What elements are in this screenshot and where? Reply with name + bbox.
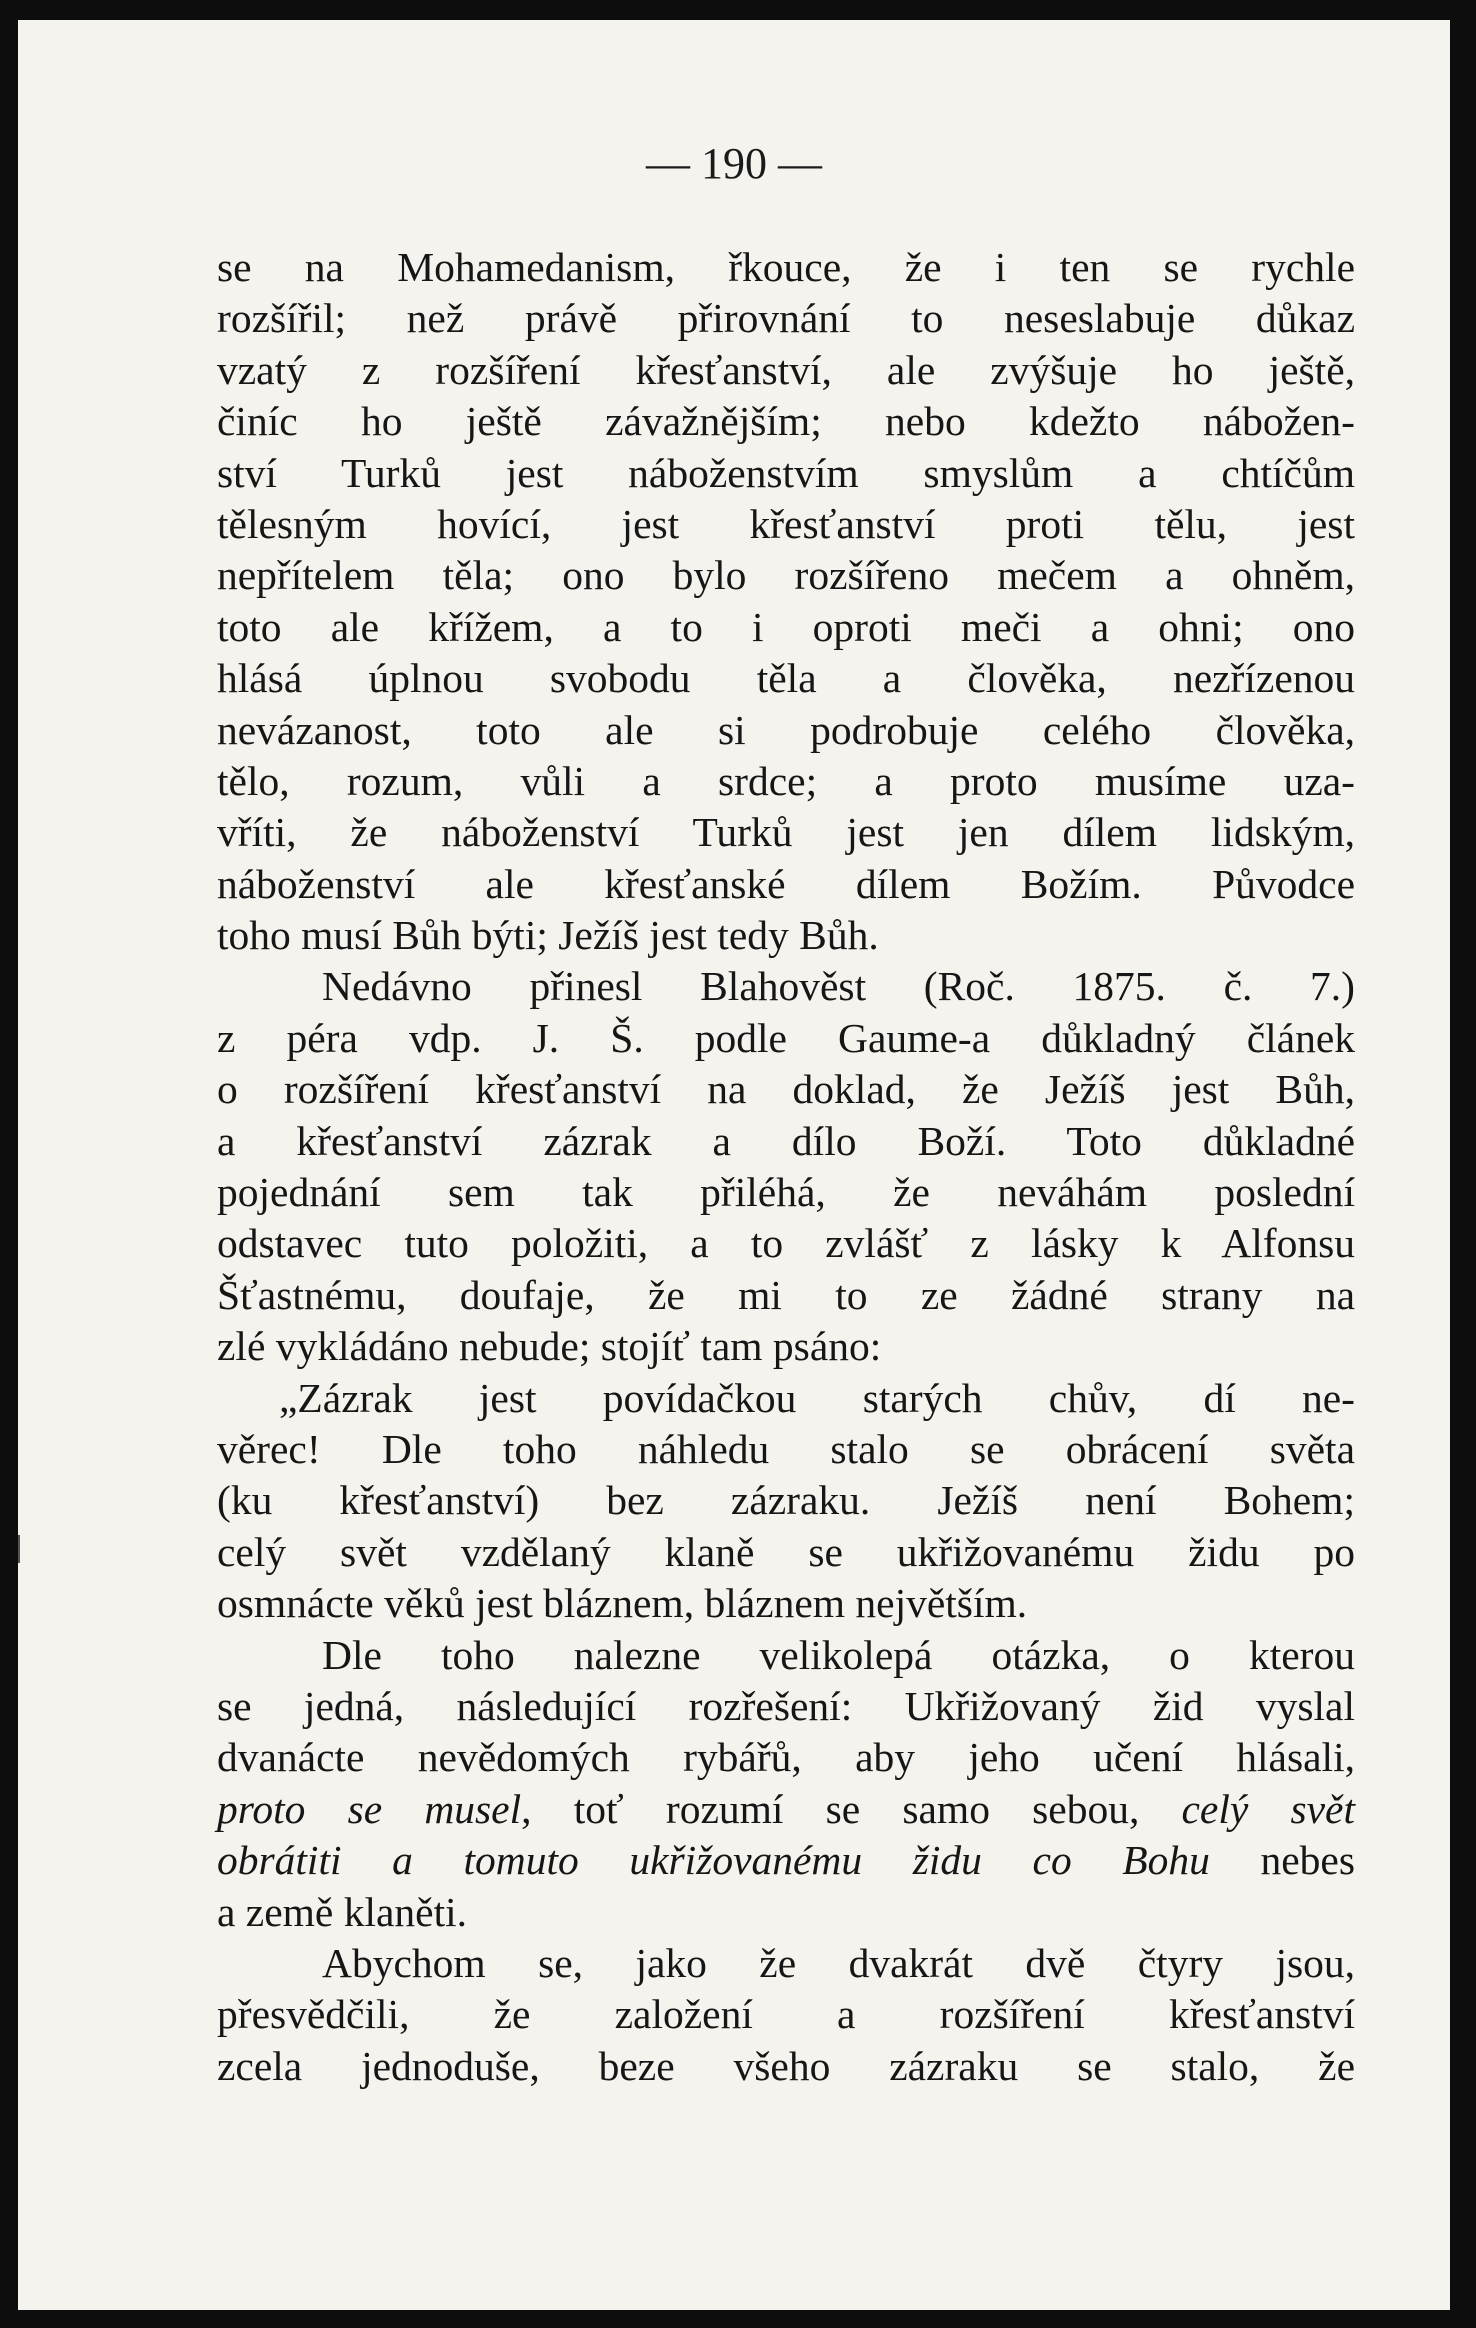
body-text [217,242,1355,2092]
text-line: a země klaněti. [217,1888,468,1935]
text-line: odstavec tuto položiti, a to zvlášť z lásky k Alfonsu [217,1220,1355,1267]
text-line: zcela jednoduše, beze všeho zázraku se stalo, že [217,2042,1355,2089]
text-line: nepřítelem těla; ono bylo rozšířeno mečem a ohněm, [217,552,1355,599]
text-line: vzatý z rozšíření křesťanství, ale zvýšuje ho ještě, [217,346,1355,393]
text-line: přesvědčili, že založení a rozšíření křesťanství [217,1991,1355,2038]
text-line [217,1835,1355,1886]
text-line [217,1784,1355,1835]
italic-segment: obrátiti a tomuto ukřižovanému židu co Bohu [217,1837,1210,1884]
italic-segment: proto se musel [217,1785,522,1832]
italic-segment: celý svět [1181,1785,1356,1832]
margin-mark [18,1535,20,1563]
text-line: a křesťanství zázrak a dílo Boží. Toto důkladné [217,1117,1355,1164]
text-line: hlásá úplnou svobodu těla a člověka, nezřízenou [217,655,1355,702]
text-line: (ku křesťanství) bez zázraku. Ježíš není Bohem; [217,1477,1355,1524]
text-line: se na Mohamedanism, řkouce, že i ten se rychle [217,244,1355,290]
text-line: dvanácte nevědomých rybářů, aby jeho učení hlásali, [217,1734,1355,1781]
text-line: ství Turků jest náboženstvím smyslům a chtíčům [217,449,1355,496]
text-line: vříti, že náboženství Turků jest jen dílem lidským, [217,809,1355,856]
text-line: se jedná, následující rozřešení: Ukřižovaný žid vyslal [217,1682,1355,1729]
text-line: Abychom se, jako že dvakrát dvě čtyry jsou, [322,1939,1355,1986]
text-line: toto ale křížem, a to i oproti meči a ohni; ono [217,603,1355,650]
text-line: tělo, rozum, vůli a srdce; a proto musíme uza- [217,757,1355,804]
text-line: osmnácte věků jest bláznem, bláznem největším. [217,1580,1028,1627]
text-segment: , toť rozumí se samo sebou, [521,1785,1182,1832]
text-line: pojednání sem tak přiléhá, že neváhám poslední [217,1169,1355,1216]
text-line: celý svět vzdělaný klaně se ukřižovanému židu po [217,1528,1355,1575]
text-line: věrec! Dle toho náhledu stalo se obrácení světa [217,1425,1355,1472]
text-line: Nedávno přinesl Blahověst (Roč. 1875. č. 7.) [322,963,1355,1010]
text-line: Dle toho nalezne velikolepá otázka, o kterou [322,1631,1355,1678]
text-line: tělesným hovící, jest křesťanství proti tělu, jest [217,500,1355,547]
text-line: činíc ho ještě závažnějším; nebo kdežto nábožen- [217,398,1355,445]
text-line: náboženství ale křesťanské dílem Božím. Původce [217,860,1355,907]
text-line: nevázanost, toto ale si podrobuje celého člověka, [217,706,1355,753]
text-line: rozšířil; než právě přirovnání to neseslabuje důkaz [217,295,1355,342]
text-line: Šťastnému, doufaje, že mi to ze žádné strany na [217,1271,1355,1318]
text-line: o rozšíření křesťanství na doklad, že Ježíš jest Bůh, [217,1066,1355,1113]
page-number: — 190 — [646,139,822,188]
text-segment: nebes [1209,1837,1355,1884]
text-line: zlé vykládáno nebude; stojíť tam psáno: [217,1323,882,1370]
text-line: z péra vdp. J. Š. podle Gaume-a důkladný článek [217,1014,1355,1061]
text-line: „Zázrak jest povídačkou starých chův, dí ne- [279,1374,1355,1421]
text-line: toho musí Bůh býti; Ježíš jest tedy Bůh. [217,912,879,959]
book-page [18,20,1450,2310]
